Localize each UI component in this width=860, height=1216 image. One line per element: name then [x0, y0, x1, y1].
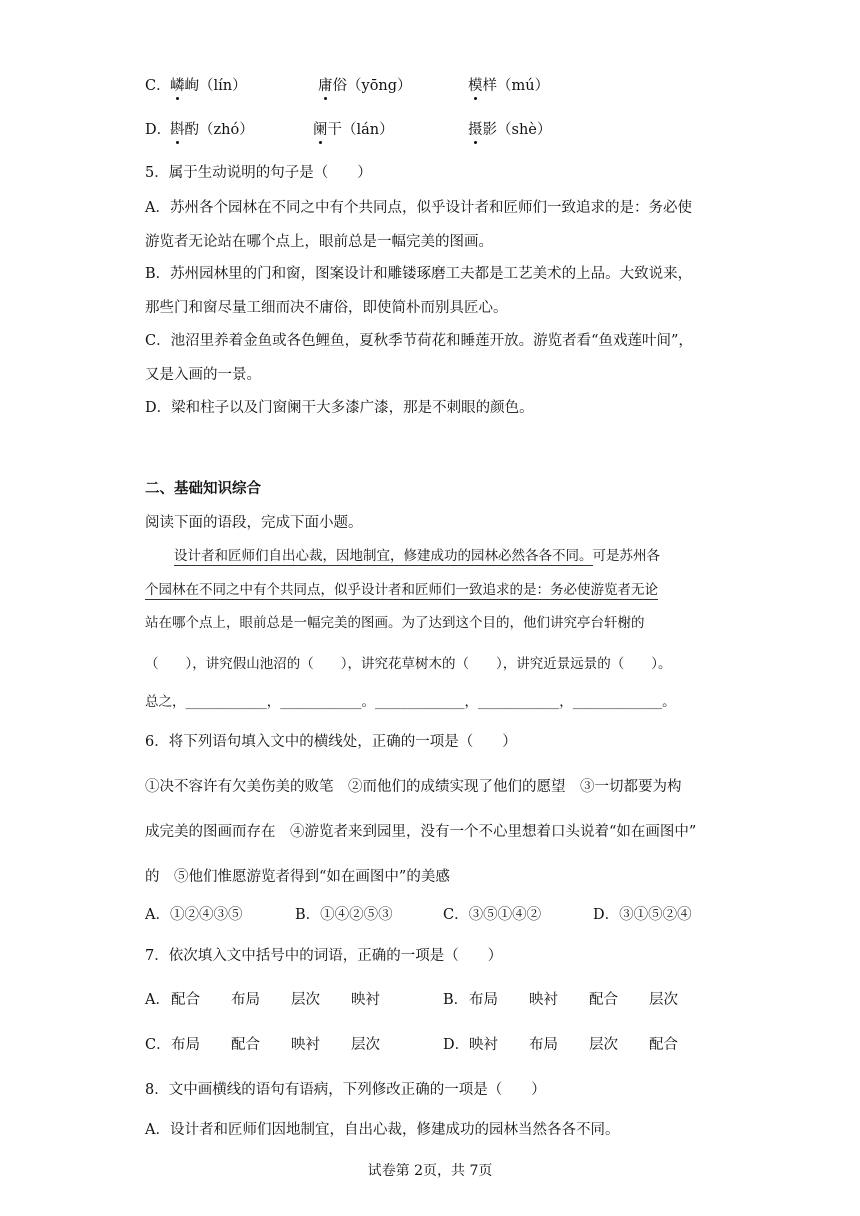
q7-stem: 7．依次填入文中括号中的词语，正确的一项是（ ）: [145, 948, 503, 964]
q5-line: A．苏州各个园林在不同之中有个共同点，似乎设计者和匠师们一致追求的是：务必使: [145, 200, 692, 216]
q6-stem: 6．将下列语句填入文中的横线处，正确的一项是（ ）: [145, 734, 517, 750]
q5-line: C．池沼里养着金鱼或各色鲤鱼，夏秋季节荷花和睡莲开放。游览者看“鱼戏莲叶间”，: [145, 333, 693, 349]
q5-stem: 5．属于生动说明的句子是（ ）: [145, 165, 372, 181]
underlined-sentence: 设计者和匠师们自出心裁，因地制宜，修建成功的园林必然各各不同。: [174, 548, 593, 564]
section-intro: 阅读下面的语段，完成下面小题。: [145, 515, 363, 531]
q8-stem: 8．文中画横线的语句有语病，下列修改正确的一项是（ ）: [145, 1082, 546, 1098]
q6-sentence-line: 成完美的图画而存在 ④游览者来到园里，没有一个不心里想着口头说着“如在画图中”: [145, 824, 697, 840]
page-footer: 试卷第 2页，共 7页: [367, 1163, 493, 1179]
option-item: 模样（mú）: [468, 78, 550, 94]
q6-option-c: C．③⑤①④②: [443, 907, 542, 923]
option-item: 庸俗（yōng）: [318, 78, 412, 94]
passage-blanks: 总之，__________，__________。___________，__________，___________。: [145, 694, 676, 710]
option-item: 摄影（shè）: [468, 122, 552, 138]
section-heading: 二、基础知识综合: [145, 480, 261, 497]
q6-option-a: A．①②④③⑤: [145, 907, 243, 923]
q6-sentence-line: ①决不容许有欠美伤美的败笔 ②而他们的成绩实现了他们的愿望 ③一切都要为构: [145, 779, 682, 795]
passage-line: 设计者和匠师们自出心裁，因地制宜，修建成功的园林必然各各不同。可是苏州各: [174, 548, 660, 564]
q6-option-b: B．①④②⑤③: [295, 907, 393, 923]
q5-line: D．梁和柱子以及门窗阑干大多漆广漆，那是不刺眼的颜色。: [145, 400, 534, 416]
q5-line: 又是入画的一景。: [145, 367, 261, 383]
passage-line: 站在哪个点上，眼前总是一幅完美的图画。为了达到这个目的，他们讲究亭台轩榭的: [145, 615, 645, 631]
passage-line: 个园林在不同之中有个共同点，似乎设计者和匠师们一致追求的是：务必使游览者无论: [145, 582, 658, 598]
passage-line: （ ），讲究假山池沼的（ ），讲究花草树木的（ ），讲究近景远景的（ ）。: [145, 656, 672, 672]
q6-sentence-line: 的 ⑤他们惟愿游览者得到“如在画图中”的美感: [145, 869, 450, 885]
q5-line: B．苏州园林里的门和窗，图案设计和雕镂琢磨工夫都是工艺美术的上品。大致说来，: [145, 266, 693, 282]
q5-line: 游览者无论站在哪个点上，眼前总是一幅完美的图画。: [145, 234, 493, 250]
option-item: 阑干（lán）: [313, 122, 394, 138]
q6-option-d: D．③①⑤②④: [593, 907, 692, 923]
q5-line: 那些门和窗尽量工细而决不庸俗，即使简朴而别具匠心。: [145, 300, 508, 316]
option-letter: C．: [145, 78, 171, 94]
option-letter: D．: [145, 122, 172, 138]
option-item: 嶙峋（lín）: [170, 78, 247, 94]
option-item: 斟酌（zhó）: [170, 122, 254, 138]
q8-option-a: A．设计者和匠师们因地制宜，自出心裁，修建成功的园林当然各各不同。: [145, 1122, 620, 1138]
